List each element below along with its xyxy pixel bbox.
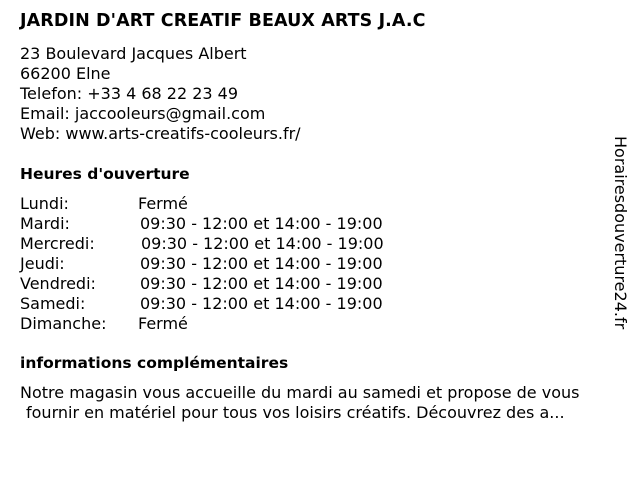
email-address: Email: jaccooleurs@gmail.com bbox=[20, 104, 266, 123]
description-line-2: fournir en matériel pour tous vos loisirs créatifs. Découvrez des a... bbox=[26, 403, 565, 422]
time-value: Fermé bbox=[138, 194, 188, 213]
time-value: 09:30 - 12:00 et 14:00 - 19:00 bbox=[140, 294, 383, 313]
info-heading: informations complémentaires bbox=[20, 354, 289, 372]
time-value: Fermé bbox=[138, 314, 188, 333]
day-label: Samedi: bbox=[20, 294, 86, 313]
hours-heading: Heures d'ouverture bbox=[20, 165, 190, 183]
time-value: 09:30 - 12:00 et 14:00 - 19:00 bbox=[140, 254, 383, 273]
day-label: Jeudi: bbox=[20, 254, 65, 273]
street-address: 23 Boulevard Jacques Albert bbox=[20, 44, 247, 63]
time-value: 09:30 - 12:00 et 14:00 - 19:00 bbox=[141, 234, 384, 253]
site-watermark: Horairesdouverture24.fr bbox=[611, 136, 630, 330]
address-block bbox=[20, 44, 301, 144]
description-text bbox=[20, 383, 620, 423]
website-url: Web: www.arts-creatifs-cooleurs.fr/ bbox=[20, 124, 301, 143]
description-line-1: Notre magasin vous accueille du mardi au samedi et propose de vous bbox=[20, 383, 580, 402]
day-label: Vendredi: bbox=[20, 274, 96, 293]
time-value: 09:30 - 12:00 et 14:00 - 19:00 bbox=[140, 274, 383, 293]
city-postcode: 66200 Elne bbox=[20, 64, 111, 83]
phone-number: Telefon: +33 4 68 22 23 49 bbox=[20, 84, 239, 103]
day-label: Lundi: bbox=[20, 194, 69, 213]
day-label: Mardi: bbox=[20, 214, 70, 233]
day-label: Mercredi: bbox=[20, 234, 95, 253]
business-name: JARDIN D'ART CREATIF BEAUX ARTS J.A.C bbox=[20, 11, 426, 31]
day-label: Dimanche: bbox=[20, 314, 107, 333]
time-value: 09:30 - 12:00 et 14:00 - 19:00 bbox=[140, 214, 383, 233]
